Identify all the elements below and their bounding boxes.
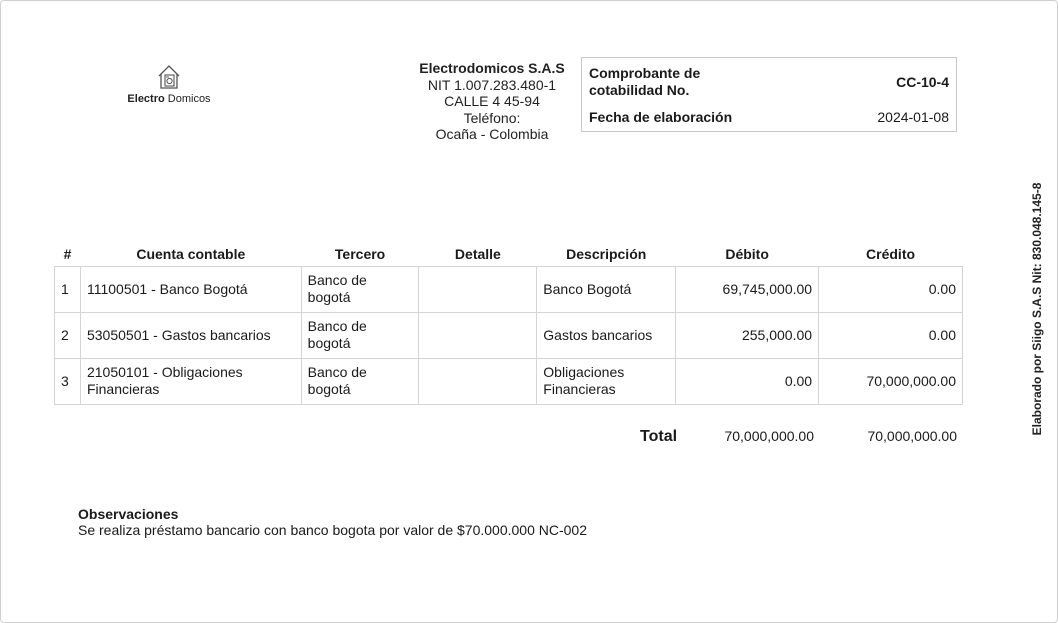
- cell-number: 1: [55, 266, 81, 312]
- voucher-box: [581, 57, 957, 132]
- cell-credit: 0.00: [819, 312, 963, 358]
- cell-detail: [419, 266, 537, 312]
- total-debit: 70,000,000.00: [724, 428, 814, 444]
- cell-account: 53050501 - Gastos bancarios: [80, 312, 301, 358]
- company-phone: Teléfono:: [463, 109, 521, 126]
- company-name: Electrodomicos S.A.S: [419, 60, 565, 76]
- table-row: [55, 266, 963, 312]
- company-nit: NIT 1.007.283.480-1: [427, 76, 557, 93]
- logo-wordmark: Electro Domicos: [127, 93, 211, 105]
- cell-description: Obligaciones Financieras: [537, 358, 676, 404]
- col-header-account: Cuenta contable: [136, 245, 246, 262]
- col-header-debit: Débito: [725, 245, 769, 262]
- side-note-text: Elaborado por Siigo S.A.S Nit: 830.048.145-8: [1030, 182, 1044, 436]
- table-row: [55, 358, 963, 404]
- voucher-date-label: Fecha de elaboración: [589, 108, 733, 125]
- cell-number: 2: [55, 312, 81, 358]
- observations: [78, 506, 587, 538]
- table-row: [55, 312, 963, 358]
- col-header-number: #: [63, 245, 72, 262]
- col-header-credit: Crédito: [866, 245, 916, 262]
- cell-credit: 70,000,000.00: [819, 358, 963, 404]
- company-address: CALLE 4 45-94: [444, 93, 540, 109]
- company-info: [401, 60, 583, 143]
- cell-account: 21050101 - Obligaciones Financieras: [80, 358, 301, 404]
- cell-detail: [419, 358, 537, 404]
- cell-debit: 0.00: [676, 358, 819, 404]
- col-header-detail: Detalle: [454, 245, 501, 262]
- cell-third: Banco de bogotá: [301, 358, 419, 404]
- cell-account: 11100501 - Banco Bogotá: [80, 266, 301, 312]
- observations-text: Se realiza préstamo bancario con banco bogota por valor de $70.000.000 NC-002: [78, 522, 587, 538]
- table-header-row: [55, 242, 963, 266]
- voucher-date-row: [589, 108, 949, 126]
- cell-detail: [419, 312, 537, 358]
- cell-third: Banco de bogotá: [301, 312, 419, 358]
- company-logo: [124, 63, 214, 107]
- col-header-description: Descripción: [566, 245, 647, 262]
- cell-debit: 69,745,000.00: [676, 266, 819, 312]
- total-credit: 70,000,000.00: [867, 428, 957, 444]
- company-city: Ocaña - Colombia: [435, 126, 549, 142]
- voucher-date: 2024-01-08: [877, 109, 949, 125]
- col-header-third: Tercero: [334, 245, 386, 262]
- total-label: Total: [640, 428, 678, 445]
- cell-third: Banco de bogotá: [301, 266, 419, 312]
- ledger-table: [54, 242, 963, 405]
- voucher-number: CC-10-4: [896, 74, 949, 90]
- voucher-number-row: [589, 65, 949, 99]
- observations-title: Observaciones: [78, 506, 179, 522]
- house-appliance-icon: [156, 63, 182, 91]
- cell-credit: 0.00: [819, 266, 963, 312]
- cell-debit: 255,000.00: [676, 312, 819, 358]
- voucher-number-label: Comprobante de cotabilidad No.: [589, 65, 701, 98]
- cell-number: 3: [55, 358, 81, 404]
- cell-description: Gastos bancarios: [537, 312, 676, 358]
- cell-description: Banco Bogotá: [537, 266, 676, 312]
